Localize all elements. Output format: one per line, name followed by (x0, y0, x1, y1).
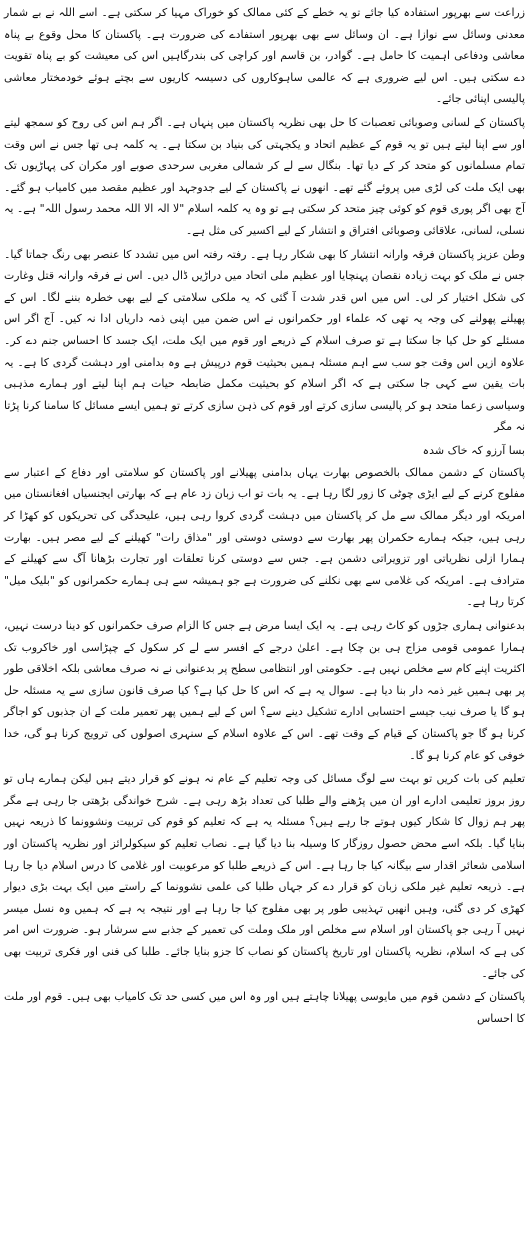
paragraph-corruption: بدعنوانی ہماری جڑوں کو کاٹ رہی ہے۔ یہ ایک ایسا مرض ہے جس کا الزام صرف حکمرانوں کو دینا درست نہیں، ہمارا عمومی قومی مزاج ہی بن چکا ہے۔ اعلیٰ درجے کے افسر سے لے کر سکول کے چپڑاسی اور خاکروب تک اکثریت اپنے کام سے مخلص نہیں ہے۔ حکومتی اور انتظامی سطح پر بدعنوانی نے نہ صرف معاشی بلکہ اخلاقی طور پر بھی ہمیں غیر ذمہ دار بنا دیا ہے۔ سوال یہ ہے کہ اس کا حل کیا ہے؟ کیا صرف قانون سازی سے یہ مسئلہ حل ہو گا یا صرف نیب جیسے احتسابی ادارے تشکیل دینے سے؟ اس کے لیے ہمیں پھر تعمیر ملت کے ان جذبوں کو اجاگر کرنا ہو گا جو پاکستان کے قیام کے وقت تھے۔ اس کے علاوہ اسلام کے سنہری اصولوں کی ترویج کرنا ہو گی، خدا خوفی کو عام کرنا ہو گا۔ (4, 619, 525, 762)
paragraph-education: تعلیم کی بات کریں تو بہت سے لوگ مسائل کی وجہ تعلیم کے عام نہ ہونے کو قرار دیتے ہیں لیکن ہمارے ہاں تو روز بروز تعلیمی ادارے اور ان میں پڑھنے والے طلبا کی تعداد بڑھ رہی ہے۔ شرح خواندگی بڑھتی جا رہی ہے مگر پھر ہم زوال کا شکار کیوں ہوتے جا رہے ہیں؟ مسئلہ یہ ہے کہ تعلیم کو قوم کی تربیت ونشوونما کا ذریعہ نہیں بنایا گیا۔ بلکہ اسے محض حصول روزگار کا وسیلہ بنا دیا گیا ہے۔ نصاب تعلیم کو سیکولرائز اور نظریہ پاکستان اور اسلامی شعائر اقدار سے بیگانہ کیا جا رہا ہے۔ اس کے ذریعے طلبا کو مرعوبیت اور غلامی کا درس اسلام دیا جا رہا ہے۔ ذریعہ تعلیم غیر ملکی زبان کو قرار دے کر جہاں طلبا کی علمی نشوونما کے راستے میں ایک بہت بڑی دیوار کھڑی کر دی گئی، وہیں انھیں تہذیبی طور پر بھی مفلوج کیا جا رہا ہے اور نتیجہ یہ ہے کہ ہمیں وہ نسل میسر نہیں آ رہی جو پاکستان اور اسلام سے مخلص اور ملک وملت کی تعمیر کے جذبے سے سرشار ہو۔ ضرورت اس امر کی ہے کہ اسلام، نظریہ پاکستان اور تاریخ پاکستان کو نصاب کا جزو بنایا جائے۔ طلبا کی فنی اور فکری تربیت بھی کی جائے۔ (4, 772, 525, 980)
paragraph-economy: زراعت سے بھرپور استفادہ کیا جائے تو یہ خطے کے کئی ممالک کو خوراک مہیا کر سکتی ہے۔ اسے اللہ نے بے شمار معدنی وسائل سے نوازا ہے۔ ان وسائل سے بھی بھرپور استفادے کی ضرورت ہے۔ پاکستان کا محل وقوع بے پناہ معاشی ودفاعی اہمیت کا حامل ہے۔ گوادر، بن قاسم اور کراچی کی بندرگاہیں اس کی معیشت کو بے پناہ تقویت دے سکتی ہیں۔ اس لیے ضروری ہے کہ عالمی ساہوکاروں کی دسیسہ کاریوں سے بچتے ہوئے خودمختار معاشی پالیسی اپنائی جائے۔ (4, 6, 525, 106)
paragraph-unity: پاکستان کے لسانی وصوبائی تعصبات کا حل بھی نظریہ پاکستان میں پنہاں ہے۔ اگر ہم اس کی روح کو سمجھ لیتے اور سے اپنا لیتے ہیں تو یہ قوم کے عظیم اتحاد و یکجہتی کی بنیاد بن سکتا ہے۔ یہ کلمہ ہی تھا جس نے اس وقت تمام مسلمانوں کو متحد کر کے دیا تھا۔ بنگال سے لے کر شمالی مغربی سرحدی صوبے اور مکران کی پہاڑیوں تک بھی ایک ملت کی لڑی میں پروئے گئے تھے۔ انھوں نے پاکستان کے لیے جدوجہد اور عظیم مقصد میں کامیاب ہو گئے۔ آج بھی اگر پوری قوم کو کوئی چیز متحد کر سکتی ہے تو وہ یہ کلمہ اسلام "لا الہ الا اللہ محمد رسول اللہ" ہے۔ یہ نسلی، لسانی، علاقائی وصوبائی افتراق و انتشار کے لیے اکسیر کی مثل ہے۔ (4, 115, 525, 237)
signoff-line: بسا آرزو کہ خاک شدہ (422, 443, 525, 457)
paragraph-closing: پاکستان کے دشمن قوم میں مایوسی پھیلانا چاہتے ہیں اور وہ اس میں کسی حد تک کامیاب بھی ہیں۔ قوم اور ملت کا احساس (4, 990, 525, 1025)
paragraph-enemies: پاکستان کے دشمن ممالک بالخصوص بھارت یہاں بدامنی پھیلانے اور پاکستان کو سلامتی اور دفاع کے اعتبار سے مفلوج کرنے کے لیے ایڑی چوٹی کا زور لگا رہا ہے۔ یہ بات تو اب زبان زد عام ہے کہ بھارتی ایجنسیاں افغانستان میں امریکہ اور دیگر ممالک سے مل کر پاکستان میں دہشت گردی کروا رہی ہیں، علیحدگی کی تحریکوں کو کھڑا کر رہی ہیں، جبکہ ہمارے حکمران پھر بھارت سے دوستی دوستی اور "مذاق رات" کھیلنے کے لیے مصر ہیں۔ بھارت ہمارا ازلی نظریاتی اور تزویراتی دشمن ہے۔ جس سے دوستی کرنا تعلقات اور تجارت بڑھانا آگ سے کھیلنے کے مترادف ہے۔ امریکہ کی غلامی سے بھی نکلنے کی ضرورت ہے جو ہمیشہ سے ہی ہمارے حکمرانوں کو "بلیک میل" کرتا رہا ہے۔ (4, 465, 525, 609)
paragraph-sectarianism: وطن عزیز پاکستان فرقہ وارانہ انتشار کا بھی شکار رہا ہے۔ رفتہ رفتہ اس میں تشدد کا عنصر بھی رنگ جماتا گیا۔ جس نے ملک کو بہت زیادہ نقصان پہنچایا اور عظیم ملی اتحاد میں دراڑیں ڈال دیں۔ اس نے فرقہ وارانہ قتل وغارت کی شکل اختیار کر لی۔ اس میں اس قدر شدت آ گئی کہ یہ ملکی سلامتی کے لیے بھی خطرہ بننے لگا۔ اس کے پھیلنے پھولنے کی وجہ یہ تھی کہ علماء اور حکمرانوں نے اس ضمن میں اپنی ذمہ داریاں ادا نہ کیں۔ آج اگر اس مسئلے کو حل کیا جا سکتا ہے تو صرف اسلام کے ذریعے اور قوم میں ایک ملت، ایک جسد کا احساس جنم دے کر۔ علاوہ ازیں اس وقت جو سب سے اہم مسئلہ ہمیں بحیثیت قوم درپیش ہے وہ بدامنی اور دہشت گردی کا ہے۔ یہ بات یقین سے کہی جا سکتی ہے کہ اگر اسلام کو بحیثیت مکمل ضابطہ حیات ہم اپنا لیتے اور ہمارے مذہبی وسیاسی زعما متحد ہو کر پالیسی سازی کرتے اور قوم کی ذہن سازی کرتے تو ہمیں ایسے مسائل کا سامنا کرنا پڑتا نہ مگر (4, 247, 525, 434)
